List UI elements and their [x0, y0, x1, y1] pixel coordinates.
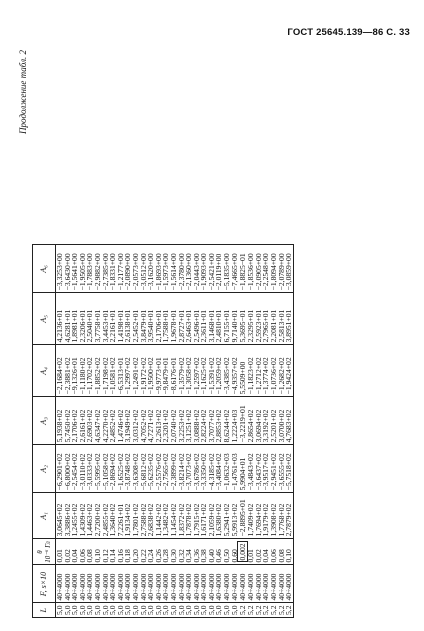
cell-a2: −3,0333+02 [86, 445, 94, 493]
cell-a6: −1,8825−01 [238, 245, 247, 293]
cell-f: 40÷4000 [102, 565, 110, 603]
cell-l: 5,0 [208, 603, 216, 618]
cell-a2: −5,1058+02 [102, 445, 110, 493]
cell-a2: −6,8000+02 [64, 445, 72, 493]
cell-theta: 0,04 [71, 539, 79, 565]
cell-a4: −1,0581+02 [109, 345, 117, 397]
cell-a2: −3,8214+02 [178, 445, 186, 493]
cell-f: 40÷4000 [193, 565, 201, 603]
cell-a5: 2,1706+01 [155, 293, 163, 345]
col-header-a1: A₁ [33, 493, 56, 539]
cell-a3: 2,8224+02 [200, 397, 208, 445]
cell-a2: −5,7518+02 [285, 445, 293, 493]
cell-a3: 2,2613+02 [155, 397, 163, 445]
cell-theta: 0,34 [185, 539, 193, 565]
cell-a1: −2,8895+01 [238, 493, 247, 539]
cell-a5: 5,3695−01 [238, 293, 247, 345]
cell-a5: 9,7140+01 [231, 293, 239, 345]
cell-a6: −1,8536+00 [247, 245, 255, 293]
cell-a6: −2,0905+00 [255, 245, 263, 293]
cell-a3: −3,2219+01 [238, 397, 247, 445]
cell-f: 40÷4000 [247, 565, 255, 603]
cell-a6: −1,5973+00 [162, 245, 170, 293]
page-header: ГОСТ 25645.139—86 С. 33 [287, 27, 410, 38]
cell-l: 5,0 [200, 603, 208, 618]
cell-a4: −8,6176+01 [170, 345, 178, 397]
cell-a1: 1,7694+02 [255, 493, 263, 539]
cell-f: 40÷4000 [124, 565, 132, 603]
cell-a6: −5,1835+00 [223, 245, 231, 293]
cell-theta: 0,02 [255, 539, 263, 565]
cell-a1: 2,4855+02 [102, 493, 110, 539]
cell-f: 40÷4000 [170, 565, 178, 603]
cell-a6: −7,4665+00 [231, 245, 239, 293]
cell-a1: 1,8372+02 [178, 493, 186, 539]
cell-a4: −1,1180+02 [79, 345, 87, 397]
cell-a2: 5,9904+01 [238, 445, 247, 493]
cell-a1: 2,7588+02 [140, 493, 148, 539]
cell-a3: 3,1949+02 [124, 397, 132, 445]
cell-a1: 1,7915+02 [193, 493, 201, 539]
cell-a2: −2,5576+02 [155, 445, 163, 493]
cell-a4: −4,9357+02 [231, 345, 239, 397]
cell-a6: −2,0443+00 [193, 245, 201, 293]
cell-a4: 5,5509+00 [238, 345, 247, 397]
cell-a1: 1,7409+02 [247, 493, 255, 539]
cell-l: 5,0 [86, 603, 94, 618]
cell-a4: −1,5391+02 [208, 345, 216, 397]
cell-a4: −1,2597+02 [193, 345, 201, 397]
cell-theta: 0,10 [94, 539, 102, 565]
cell-a4: −1,1625+02 [200, 345, 208, 397]
cell-l: 5,0 [56, 603, 64, 618]
cell-a2: −6,2901+02 [56, 445, 64, 493]
cell-a5: 2,5040+01 [86, 293, 94, 345]
cell-a1: 2,6838+02 [147, 493, 155, 539]
cell-l: 5,0 [223, 603, 231, 618]
cell-a3: 5,7450+02 [64, 397, 72, 445]
cell-a1: 1,4463+02 [86, 493, 94, 539]
cell-a6: −1,9505+00 [79, 245, 87, 293]
cell-a6: −3,3253+00 [56, 245, 64, 293]
cell-a2: −4,3185+02 [208, 445, 216, 493]
cell-a6: −2,5421+00 [208, 245, 216, 293]
cell-a5: 1,8981+01 [71, 293, 79, 345]
cell-a1: 1,7801+02 [132, 493, 140, 539]
cell-a6: −3,6430+00 [64, 245, 72, 293]
cell-a4: −1,2997+02 [124, 345, 132, 397]
cell-a3: 4,7271+02 [147, 397, 155, 445]
cell-a3: 3,7077+02 [208, 397, 216, 445]
cell-a4: −9,9773+01 [155, 345, 163, 397]
cell-l: 5,0 [231, 603, 239, 618]
cell-f: 40÷4000 [223, 565, 231, 603]
cell-f: 40÷4000 [278, 565, 286, 603]
cell-theta: 0,20 [132, 539, 140, 565]
cell-f: 40÷4000 [147, 565, 155, 603]
cell-l: 5,2 [255, 603, 263, 618]
cell-a6: −1,5614+00 [170, 245, 178, 293]
cell-a6: −3,0859+00 [285, 245, 293, 293]
cell-a4: −1,2712+02 [255, 345, 263, 397]
cell-l: 5,0 [185, 603, 193, 618]
cell-a6: −1,2177+00 [117, 245, 125, 293]
cell-a6: −1,8094+00 [270, 245, 278, 293]
cell-a1: 1,1442+02 [155, 493, 163, 539]
cell-a6: −1,9093+00 [200, 245, 208, 293]
cell-l: 5,0 [178, 603, 186, 618]
cell-a1: 1,1454+02 [170, 493, 178, 539]
cell-theta: 0,22 [140, 539, 148, 565]
cell-a3: 4,6347+02 [94, 397, 102, 445]
cell-f: 40÷4000 [117, 565, 125, 603]
cell-theta: 0,30 [170, 539, 178, 565]
cell-a4: −1,9500+02 [147, 345, 155, 397]
cell-theta: 0,26 [155, 539, 163, 565]
cell-theta: 0,32 [178, 539, 186, 565]
cell-theta: 0,24 [147, 539, 155, 565]
cell-a6: −2,0890+00 [124, 245, 132, 293]
cell-a3: 3,1251+02 [185, 397, 193, 445]
cell-a5: 3,9540+01 [147, 293, 155, 345]
cell-theta: 0,40 [208, 539, 216, 565]
cell-a6: −3,0512+00 [140, 245, 148, 293]
cell-a3: 3,3192+02 [262, 397, 270, 445]
cell-a4: −2,1684+02 [56, 345, 64, 397]
cell-l: 5,0 [132, 603, 140, 618]
cell-a3: 3,0700+02 [278, 397, 286, 445]
cell-theta: 0,08 [86, 539, 94, 565]
theta-symbol: θ [36, 550, 44, 554]
cell-a1: 2,1059+02 [208, 493, 216, 539]
cell-a6: −2,1360+00 [185, 245, 193, 293]
cell-a5: 2,5923+01 [255, 293, 263, 345]
cell-a2: −2,9451+02 [270, 445, 278, 493]
cell-a5: 2,8727+01 [178, 293, 186, 345]
col-header-a6: A₆ [33, 245, 56, 293]
cell-a1: 5,2941+02 [223, 493, 231, 539]
cell-a5: 3,4453+01 [102, 293, 110, 345]
cell-l: 5,2 [238, 603, 247, 618]
cell-a1: 1,4309+02 [79, 493, 87, 539]
cell-a6: −2,0119+00 [215, 245, 223, 293]
cell-a6: −2,3780+00 [178, 245, 186, 293]
cell-a6: −2,0573+00 [132, 245, 140, 293]
cell-a2: −5,6812+02 [140, 445, 148, 493]
cell-a4: −1,9424+02 [285, 345, 293, 397]
cell-a3: 3,0694+02 [255, 397, 263, 445]
cell-a4: −1,8852+02 [94, 345, 102, 397]
cell-a2: −3,6786+02 [193, 445, 201, 493]
cell-l: 5,0 [117, 603, 125, 618]
cell-l: 5,0 [71, 603, 79, 618]
cell-f: 40÷4000 [200, 565, 208, 603]
cell-a6: −2,0789+00 [278, 245, 286, 293]
cell-a1: 1,3482+02 [162, 493, 170, 539]
cell-a5: 2,6138+01 [124, 293, 132, 345]
cell-f: 40÷4000 [178, 565, 186, 603]
rotated-table-sheet [18, 48, 400, 618]
cell-f: 40÷4000 [71, 565, 79, 603]
cell-a3: 1,2224+03 [231, 397, 239, 445]
cell-l: 5,0 [193, 603, 201, 618]
cell-a4: −1,3058+02 [185, 345, 193, 397]
cell-a5: 2,3206+01 [79, 293, 87, 345]
cell-l: 5,0 [109, 603, 117, 618]
cell-a3: 4,7683+02 [285, 397, 293, 445]
cell-a2: −3,6437+02 [255, 445, 263, 493]
cell-theta: 0,01 [247, 539, 255, 565]
cell-a2: −3,9517+02 [262, 445, 270, 493]
cell-a1: 7,2261+01 [117, 493, 125, 539]
cell-a3: 2,1706+02 [71, 397, 79, 445]
col-header-a4: A₄ [33, 345, 56, 397]
cell-a2: −1,6525+02 [117, 445, 125, 493]
cell-a6: −2,9882+00 [94, 245, 102, 293]
cell-a4: −1,2682+02 [278, 345, 286, 397]
cell-a1: 1,6171+02 [200, 493, 208, 539]
cell-theta: 0,04 [262, 539, 270, 565]
cell-a5: 6,7155+01 [223, 293, 231, 345]
cell-l: 5,0 [124, 603, 132, 618]
cell-a2: −2,8694+02 [109, 445, 117, 493]
cell-f: 40÷4000 [185, 565, 193, 603]
cell-a5: 3,1468+01 [208, 293, 216, 345]
cell-l: 5,2 [285, 603, 293, 618]
cell-a3: 2,8654+02 [247, 397, 255, 445]
cell-a3: 1,4746+02 [117, 397, 125, 445]
cell-a2: −5,5995+02 [94, 445, 102, 493]
cell-a4: −9,8479+01 [162, 345, 170, 397]
cell-theta: 0,14 [109, 539, 117, 565]
cell-f: 40÷4000 [255, 565, 263, 603]
cell-a1: 1,7878+02 [185, 493, 193, 539]
cell-a2: −5,6235+02 [147, 445, 155, 493]
cell-a3: 5,1938+02 [56, 397, 64, 445]
cell-a2: −2,7565+02 [162, 445, 170, 493]
cell-a3: 2,0740+02 [170, 397, 178, 445]
cell-a6: −2,7385+00 [102, 245, 110, 293]
cell-a3: 2,4852+02 [109, 397, 117, 445]
cell-a3: 2,6161+02 [79, 397, 87, 445]
cell-a2: −3,4084+02 [215, 445, 223, 493]
cell-a6: −1,5641+00 [71, 245, 79, 293]
cell-l: 5,2 [278, 603, 286, 618]
cell-a2: −3,0110+02 [79, 445, 87, 493]
cell-a4: −2,3881+02 [64, 345, 72, 397]
continuation-caption: Продолжение табл. 2 [18, 50, 28, 134]
cell-l: 5,2 [262, 603, 270, 618]
boxed-theta-value: 0,002 [237, 543, 247, 561]
cell-a1: 5,9913+02 [231, 493, 239, 539]
cell-a5: 2,3295+01 [247, 293, 255, 345]
cell-l: 5,2 [247, 603, 255, 618]
cell-l: 5,2 [270, 603, 278, 618]
cell-a5: 2,2161+01 [109, 293, 117, 345]
cell-a3: 3,2253+02 [178, 397, 186, 445]
cell-a3: 2,8853+02 [215, 397, 223, 445]
cell-a4: −1,3579+02 [178, 345, 186, 397]
cell-a1: 3,0645+02 [56, 493, 64, 539]
cell-theta: 0,10 [285, 539, 293, 565]
col-header-theta [33, 539, 56, 565]
cell-a4: −1,7198+02 [102, 345, 110, 397]
cell-a5: 2,2081+01 [270, 293, 278, 345]
cell-f: 40÷4000 [215, 565, 223, 603]
cell-a4: −1,0736+02 [270, 345, 278, 397]
theta-unit: 10⁻⁶ Гл [44, 541, 52, 563]
cell-a4: −6,5313+01 [117, 345, 125, 397]
cell-a1: 2,7879+02 [285, 493, 293, 539]
cell-a2: −3,6555+02 [278, 445, 286, 493]
cell-theta: 0,12 [102, 539, 110, 565]
cell-f: 40÷4000 [86, 565, 94, 603]
cell-a5: 2,4810+01 [215, 293, 223, 345]
cell-a2: −2,5454+02 [71, 445, 79, 493]
cell-f: 40÷4000 [109, 565, 117, 603]
coefficients-table [32, 244, 294, 618]
cell-a1: 1,2455+02 [71, 493, 79, 539]
cell-theta: 0,36 [193, 539, 201, 565]
cell-f: 40÷4000 [155, 565, 163, 603]
cell-l: 5,0 [147, 603, 155, 618]
cell-theta: 0,18 [124, 539, 132, 565]
cell-a5: 2,5813+01 [278, 293, 286, 345]
cell-a3: 2,3201+02 [162, 397, 170, 445]
cell-theta: 0,06 [270, 539, 278, 565]
cell-l: 5,0 [102, 603, 110, 618]
cell-theta: 0,60 [231, 539, 239, 565]
cell-l: 5,0 [64, 603, 72, 618]
cell-a5: 3,8479+01 [140, 293, 148, 345]
table-body [56, 245, 294, 618]
cell-a2: −3,8748+02 [124, 445, 132, 493]
cell-a1: 1,9134+02 [124, 493, 132, 539]
cell-f: 40÷4000 [79, 565, 87, 603]
cell-a5: 1,4198+01 [117, 293, 125, 345]
cell-a2: −3,6308+02 [132, 445, 140, 493]
cell-a6: −3,1620+00 [147, 245, 155, 293]
cell-a1: 1,7768+02 [278, 493, 286, 539]
cell-a4: −1,1823+02 [247, 345, 255, 397]
cell-a1: 3,3886+02 [64, 493, 72, 539]
cell-f: 40÷4000 [285, 565, 293, 603]
cell-f: 40÷4000 [208, 565, 216, 603]
cell-l: 5,0 [170, 603, 178, 618]
cell-f: 40÷4000 [262, 565, 270, 603]
cell-f: 40÷4000 [94, 565, 102, 603]
cell-a4: −1,3774+02 [262, 345, 270, 397]
cell-theta: 0,08 [278, 539, 286, 565]
cell-a4: −1,2059+02 [215, 345, 223, 397]
table-header-row [33, 245, 56, 618]
cell-f: 40÷4000 [56, 565, 64, 603]
cell-a5: 3,8951+01 [285, 293, 293, 345]
cell-a5: 1,9678+01 [170, 293, 178, 345]
cell-l: 5,0 [162, 603, 170, 618]
cell-a2: −3,4843+02 [247, 445, 255, 493]
cell-a3: 4,2270+02 [102, 397, 110, 445]
cell-a6: −1,8331+00 [109, 245, 117, 293]
cell-a2: −1,0632+03 [223, 445, 231, 493]
cell-a3: 8,6244+02 [223, 397, 231, 445]
cell-f: 40÷4000 [132, 565, 140, 603]
cell-a1: 1,6380+02 [215, 493, 223, 539]
cell-l: 5,0 [140, 603, 148, 618]
cell-a1: 2,7200+02 [94, 493, 102, 539]
cell-a5: 4,2136+01 [56, 293, 64, 345]
cell-a1: 1,3908+02 [270, 493, 278, 539]
cell-a3: 3,0888+02 [193, 397, 201, 445]
cell-a4: −1,9172+02 [140, 345, 148, 397]
cell-a5: 1,7588+01 [162, 293, 170, 345]
cell-theta: 0,38 [200, 539, 208, 565]
cell-a5: 4,6281+01 [64, 293, 72, 345]
cell-a5: 2,5452+01 [132, 293, 140, 345]
cell-theta: 0,06 [79, 539, 87, 565]
cell-l: 5,0 [79, 603, 87, 618]
cell-a5: 2,7965+01 [262, 293, 270, 345]
cell-a1: 1,3640+02 [109, 493, 117, 539]
cell-f: 40÷4000 [140, 565, 148, 603]
cell-f: 40÷4000 [270, 565, 278, 603]
cell-a3: 2,5201+02 [270, 397, 278, 445]
cell-theta: 0,50 [223, 539, 231, 565]
col-header-a3: A₃ [33, 397, 56, 445]
col-header-f: F, s×10 [33, 565, 56, 603]
cell-f: 40÷4000 [162, 565, 170, 603]
cell-f: 40÷4000 [64, 565, 72, 603]
cell-a1: 1,9179+02 [262, 493, 270, 539]
cell-a5: 2,6463+01 [185, 293, 193, 345]
cell-f: 40÷4000 [238, 565, 247, 603]
col-header-a2: A₂ [33, 445, 56, 493]
cell-a5: 2,5496+01 [193, 293, 201, 345]
cell-a6: −1,7883+00 [86, 245, 94, 293]
cell-a2: −3,7073+02 [185, 445, 193, 493]
cell-theta: 0,16 [117, 539, 125, 565]
cell-a6: −1,8693+00 [155, 245, 163, 293]
cell-theta: 0,28 [162, 539, 170, 565]
cell-a3: 4,7052+02 [140, 397, 148, 445]
cell-a6: −2,2548+00 [262, 245, 270, 293]
cell-a3: 3,0312+02 [132, 397, 140, 445]
col-header-a5: A₅ [33, 293, 56, 345]
cell-theta: 0,02 [64, 539, 72, 565]
cell-l: 5,0 [155, 603, 163, 618]
cell-a2: −1,4761+03 [231, 445, 239, 493]
cell-theta: 0,01 [56, 539, 64, 565]
col-header-l: L [33, 603, 56, 618]
cell-a2: −2,3899+02 [170, 445, 178, 493]
cell-a4: −1,2491+02 [132, 345, 140, 397]
cell-a4: −3,4385+02 [223, 345, 231, 397]
cell-a4: −1,1702+02 [86, 345, 94, 397]
cell-l: 5,0 [94, 603, 102, 618]
cell-theta: 0,46 [215, 539, 223, 565]
cell-a2: −3,3350+02 [200, 445, 208, 493]
cell-a4: −9,1326+01 [71, 345, 79, 397]
cell-a5: 2,3611+01 [200, 293, 208, 345]
cell-a3: 2,6903+02 [86, 397, 94, 445]
cell-l: 5,0 [215, 603, 223, 618]
cell-a5: 3,7758+01 [94, 293, 102, 345]
cell-f: 40÷4000 [231, 565, 239, 603]
table-row [285, 245, 293, 618]
